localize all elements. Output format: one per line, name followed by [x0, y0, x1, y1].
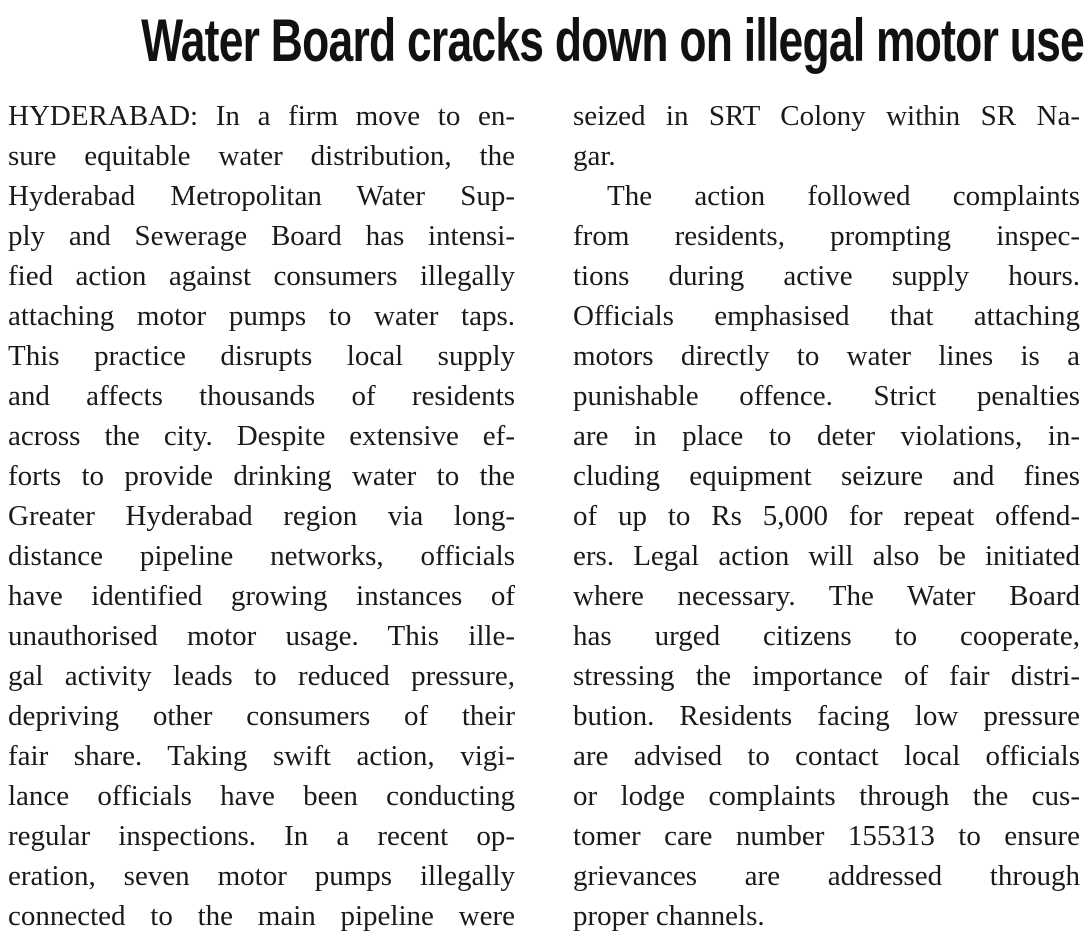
text-line: motors directly to water lines is a: [573, 340, 1080, 372]
text-line: from residents, prompting inspec-: [573, 220, 1080, 252]
text-line: lance officials have been conducting: [8, 780, 515, 812]
text-line: HYDERABAD: In a firm move to en-: [8, 100, 515, 132]
text-line: sure equitable water distribution, the: [8, 140, 515, 172]
text-line: punishable offence. Strict penalties: [573, 380, 1080, 412]
text-line: eration, seven motor pumps illegally: [8, 860, 515, 892]
paragraph-start-line: The action followed complaints: [607, 180, 1080, 212]
article-column-right: [573, 96, 1080, 936]
text-line: stressing the importance of fair distri-: [573, 660, 1080, 692]
text-line: fied action against consumers illegally: [8, 260, 515, 292]
text-line: proper channels.: [573, 900, 765, 932]
text-line: cluding equipment seizure and fines: [573, 460, 1080, 492]
text-line: distance pipeline networks, officials: [8, 540, 515, 572]
text-line: tions during active supply hours.: [573, 260, 1080, 292]
text-line: Hyderabad Metropolitan Water Sup-: [8, 180, 515, 212]
text-line: ers. Legal action will also be initiated: [573, 540, 1080, 572]
text-line: Officials emphasised that attaching: [573, 300, 1080, 332]
text-line: This practice disrupts local supply: [8, 340, 515, 372]
text-line: forts to provide drinking water to the: [8, 460, 515, 492]
text-line: have identified growing instances of: [8, 580, 515, 612]
text-line: unauthorised motor usage. This ille-: [8, 620, 515, 652]
text-line: seized in SRT Colony within SR Na-: [573, 100, 1080, 132]
text-line: depriving other consumers of their: [8, 700, 515, 732]
text-line: tomer care number 155313 to ensure: [573, 820, 1080, 852]
text-line: of up to Rs 5,000 for repeat offend-: [573, 500, 1080, 532]
text-line: gar.: [573, 140, 616, 172]
text-line: grievances are addressed through: [573, 860, 1080, 892]
text-line: has urged citizens to cooperate,: [573, 620, 1080, 652]
text-line: are in place to deter violations, in-: [573, 420, 1080, 452]
text-line: Greater Hyderabad region via long-: [8, 500, 515, 532]
article-column-left: [8, 96, 515, 936]
text-line: regular inspections. In a recent op-: [8, 820, 515, 852]
text-line: bution. Residents facing low pressure: [573, 700, 1080, 732]
text-line: and affects thousands of residents: [8, 380, 515, 412]
text-line: gal activity leads to reduced pressure,: [8, 660, 515, 692]
text-line: or lodge complaints through the cus-: [573, 780, 1080, 812]
text-line: where necessary. The Water Board: [573, 580, 1080, 612]
headline: Water Board cracks down on illegal motor use: [141, 7, 1084, 74]
text-line: are advised to contact local officials: [573, 740, 1080, 772]
text-line: connected to the main pipeline were: [8, 900, 515, 932]
text-line: across the city. Despite extensive ef-: [8, 420, 515, 452]
text-line: ply and Sewerage Board has intensi-: [8, 220, 515, 252]
text-line: attaching motor pumps to water taps.: [8, 300, 515, 332]
text-line: fair share. Taking swift action, vigi-: [8, 740, 515, 772]
